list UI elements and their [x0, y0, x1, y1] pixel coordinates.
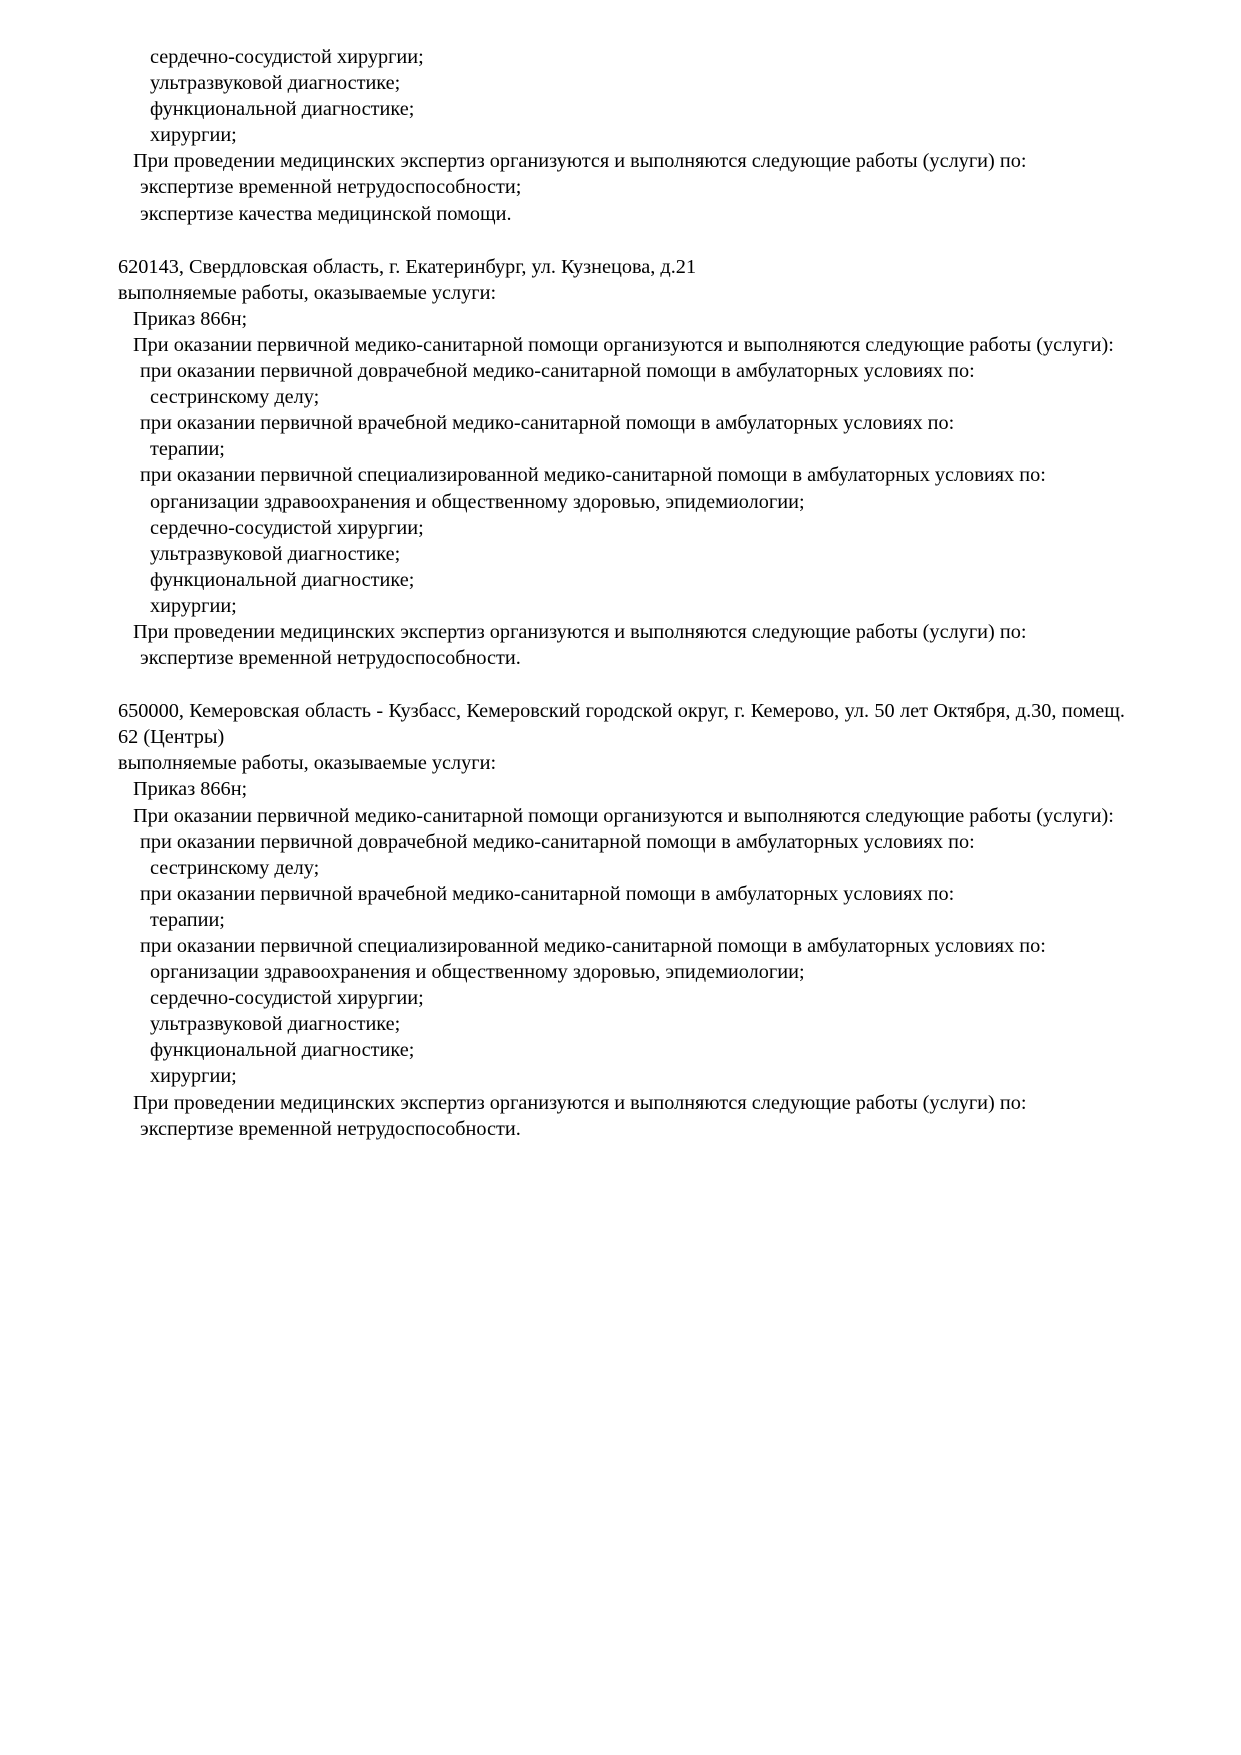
- document-paragraph: При проведении медицинских экспертиз организуются и выполняются следующие работы (услуги) по:: [133, 150, 1027, 173]
- document-line: сестринскому делу;: [150, 856, 320, 879]
- document-paragraph: 650000, Кемеровская область - Кузбасс, Кемеровский городской округ, г. Кемерово, ул. 50 лет Октября, д.30, помещ. 62 (Центры): [118, 700, 1125, 749]
- document-line: организации здравоохранения и общественному здоровью, эпидемиологии;: [150, 961, 805, 984]
- document-paragraph: При проведении медицинских экспертиз организуются и выполняются следующие работы (услуги) по:: [133, 620, 1027, 643]
- document-line: Приказ 866н;: [133, 307, 248, 330]
- document-paragraph: при оказании первичной доврачебной медико-санитарной помощи в амбулаторных условиях по:: [140, 360, 975, 383]
- document-line: функциональной диагностике;: [150, 568, 415, 591]
- document-line: 620143, Свердловская область, г. Екатеринбург, ул. Кузнецова, д.21: [118, 255, 697, 278]
- document-line: экспертизе временной нетрудоспособности.: [140, 1117, 521, 1140]
- document-paragraph: при оказании первичной доврачебной медико-санитарной помощи в амбулаторных условиях по:: [140, 830, 975, 853]
- document-paragraph: при оказании первичной врачебной медико-санитарной помощи в амбулаторных условиях по:: [140, 412, 955, 435]
- content-block: [118, 254, 1125, 672]
- document-line: сердечно-сосудистой хирургии;: [150, 46, 424, 68]
- document-line: терапии;: [150, 438, 225, 461]
- document-paragraph: при оказании первичной специализированной медико-санитарной помощи в амбулаторных условиях по:: [140, 935, 1046, 957]
- document-line: ультразвуковой диагностике;: [150, 542, 401, 565]
- document-line: ультразвуковой диагностике;: [150, 1013, 401, 1036]
- document-line: сестринскому делу;: [150, 386, 320, 409]
- document-line: выполняемые работы, оказываемые услуги:: [118, 752, 497, 775]
- document-line: организации здравоохранения и общественному здоровью, эпидемиологии;: [150, 490, 805, 513]
- document-line: терапии;: [150, 908, 225, 931]
- document-line: хирургии;: [150, 1065, 237, 1088]
- document-line: сердечно-сосудистой хирургии;: [150, 987, 424, 1010]
- document-line: функциональной диагностике;: [150, 1039, 415, 1062]
- document-line: Приказ 866н;: [133, 778, 248, 801]
- document-line: экспертизе временной нетрудоспособности.: [140, 647, 521, 670]
- content-block: [118, 698, 1125, 1142]
- document-line: экспертизе качества медицинской помощи.: [140, 202, 512, 225]
- document-paragraph: При оказании первичной медико-санитарной помощи организуются и выполняются следующие работы (услуги):: [133, 804, 1114, 827]
- document-line: выполняемые работы, оказываемые услуги:: [118, 281, 497, 304]
- document-line: функциональной диагностике;: [150, 98, 415, 121]
- document-paragraph: При проведении медицинских экспертиз организуются и выполняются следующие работы (услуги) по:: [133, 1091, 1027, 1114]
- document-line: хирургии;: [150, 124, 237, 147]
- document-paragraph: при оказании первичной врачебной медико-санитарной помощи в амбулаторных условиях по:: [140, 882, 955, 905]
- document-line: экспертизе временной нетрудоспособности;: [140, 176, 522, 199]
- document-line: хирургии;: [150, 594, 237, 617]
- document-paragraph: при оказании первичной специализированной медико-санитарной помощи в амбулаторных условиях по:: [140, 464, 1046, 487]
- document-line: ультразвуковой диагностике;: [150, 72, 401, 95]
- document-body: [118, 44, 1125, 1142]
- document-line: сердечно-сосудистой хирургии;: [150, 516, 424, 539]
- content-block: [118, 44, 1125, 227]
- document-paragraph: При оказании первичной медико-санитарной помощи организуются и выполняются следующие работы (услуги):: [133, 333, 1114, 356]
